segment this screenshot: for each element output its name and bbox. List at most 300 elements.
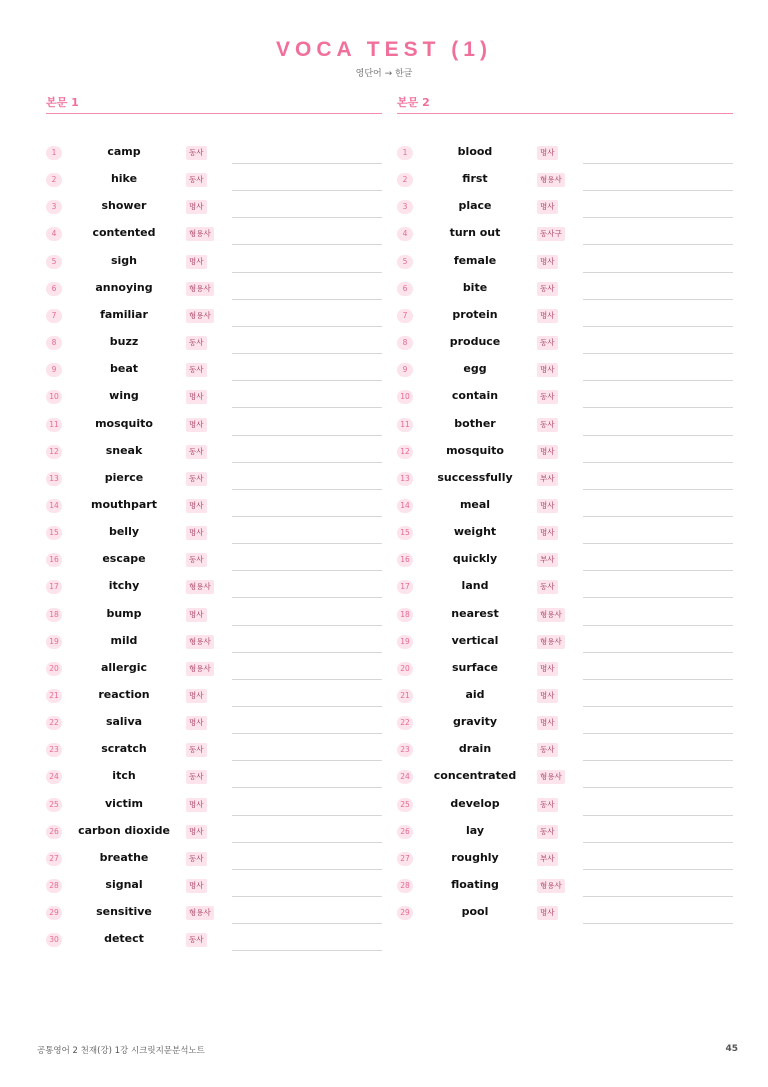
part-of-speech-badge: 명사: [186, 608, 207, 622]
vocab-row: [397, 548, 733, 575]
vocab-word: camp: [107, 145, 141, 158]
vocab-row: [46, 684, 382, 711]
part-of-speech-badge: 부사: [537, 852, 558, 866]
part-of-speech-badge: 형용사: [186, 580, 214, 594]
vocab-word: roughly: [451, 850, 499, 864]
answer-line[interactable]: [232, 570, 382, 571]
item-number: 13: [46, 472, 62, 486]
vocab-word: signal: [105, 878, 143, 892]
vocab-row: [46, 168, 382, 195]
item-number: 12: [46, 445, 62, 459]
answer-line[interactable]: [583, 869, 733, 870]
vocab-row: [397, 358, 733, 385]
part-of-speech-badge: 명사: [537, 716, 558, 730]
answer-line[interactable]: [583, 733, 733, 734]
vocab-word: surface: [452, 660, 498, 674]
item-number: 5: [397, 255, 413, 269]
item-number: 1: [46, 146, 62, 160]
vocab-row: [46, 765, 382, 792]
vocab-row: [46, 494, 382, 521]
answer-line[interactable]: [583, 353, 733, 354]
item-number: 8: [46, 336, 62, 350]
part-of-speech-badge: 동사: [537, 825, 558, 839]
vocab-word: contented: [92, 226, 156, 240]
part-of-speech-badge: 형용사: [186, 635, 214, 649]
item-number: 29: [46, 906, 62, 920]
part-of-speech-badge: 명사: [186, 689, 207, 703]
part-of-speech-badge: 동사: [537, 390, 558, 404]
part-of-speech-badge: 명사: [537, 309, 558, 323]
part-of-speech-badge: 동사: [186, 770, 207, 784]
item-number: 8: [397, 336, 413, 350]
part-of-speech-badge: 동사: [537, 282, 558, 296]
answer-line[interactable]: [232, 272, 382, 273]
vocab-row: [46, 657, 382, 684]
vocab-row: [397, 738, 733, 765]
item-number: 17: [397, 580, 413, 594]
vocab-row: [46, 928, 382, 955]
answer-line[interactable]: [232, 950, 382, 951]
answer-line[interactable]: [232, 679, 382, 680]
item-number: 9: [397, 363, 413, 377]
answer-line[interactable]: [232, 462, 382, 463]
footer-book-title: 공통영어 2 천재(강) 1강 시크릿지문분석노트: [37, 1046, 205, 1056]
item-number: 3: [46, 200, 62, 214]
answer-line[interactable]: [232, 163, 382, 164]
vocab-word: mouthpart: [91, 497, 157, 511]
answer-line[interactable]: [583, 597, 733, 598]
item-number: 22: [46, 716, 62, 730]
part-of-speech-badge: 형용사: [186, 662, 214, 676]
part-of-speech-badge: 명사: [537, 526, 558, 540]
answer-line[interactable]: [583, 516, 733, 517]
vocab-row: [397, 847, 733, 874]
part-of-speech-badge: 부사: [537, 472, 558, 486]
vocab-row: [397, 630, 733, 657]
item-number: 30: [46, 933, 62, 947]
vocab-row: [46, 222, 382, 249]
vocab-row: [397, 304, 733, 331]
vocab-word: mild: [110, 633, 138, 647]
answer-line[interactable]: [232, 217, 382, 218]
part-of-speech-badge: 명사: [186, 879, 207, 893]
part-of-speech-badge: 형용사: [537, 879, 565, 893]
part-of-speech-badge: 형용사: [537, 608, 565, 622]
item-number: 18: [46, 608, 62, 622]
item-number: 24: [397, 770, 413, 784]
part-of-speech-badge: 동사구: [537, 227, 565, 241]
answer-line[interactable]: [232, 299, 382, 300]
vocab-row: [46, 467, 382, 494]
part-of-speech-badge: 동사: [186, 472, 207, 486]
part-of-speech-badge: 동사: [186, 933, 207, 947]
part-of-speech-badge: 명사: [537, 662, 558, 676]
vocab-row: [46, 711, 382, 738]
answer-line[interactable]: [232, 407, 382, 408]
vocab-row: [397, 575, 733, 602]
vocab-row: [46, 793, 382, 820]
part-of-speech-badge: 동사: [186, 363, 207, 377]
answer-line[interactable]: [583, 923, 733, 924]
vocab-word: sensitive: [96, 905, 152, 919]
vocab-word: produce: [449, 335, 501, 349]
vocab-row: [46, 195, 382, 222]
item-number: 15: [46, 526, 62, 540]
vocab-row: [397, 250, 733, 277]
vocab-row: [397, 711, 733, 738]
vocab-row: [46, 820, 382, 847]
answer-line[interactable]: [232, 625, 382, 626]
answer-line[interactable]: [583, 326, 733, 327]
answer-line[interactable]: [583, 407, 733, 408]
part-of-speech-badge: 명사: [186, 526, 207, 540]
item-number: 2: [46, 173, 62, 187]
answer-line[interactable]: [583, 760, 733, 761]
vocab-row: [397, 467, 733, 494]
item-number: 18: [397, 608, 413, 622]
vocab-word: female: [453, 253, 497, 267]
vocab-word: contain: [451, 389, 499, 403]
item-number: 23: [397, 743, 413, 757]
answer-line[interactable]: [583, 163, 733, 164]
vocab-word: concentrated: [433, 769, 517, 783]
vocab-row: [397, 874, 733, 901]
answer-line[interactable]: [232, 489, 382, 490]
part-of-speech-badge: 동사: [537, 336, 558, 350]
answer-line[interactable]: [583, 570, 733, 571]
vocab-word: beat: [109, 362, 138, 376]
item-number: 6: [46, 282, 62, 296]
page-subtitle: 영단어 → 한글: [355, 69, 413, 79]
item-number: 19: [46, 635, 62, 649]
answer-line[interactable]: [232, 733, 382, 734]
item-number: 26: [46, 825, 62, 839]
vocab-word: scratch: [101, 742, 147, 756]
vocab-row: [46, 250, 382, 277]
answer-line[interactable]: [583, 896, 733, 897]
vocab-row: [397, 277, 733, 304]
part-of-speech-badge: 동사: [537, 580, 558, 594]
answer-line[interactable]: [583, 217, 733, 218]
item-number: 1: [397, 146, 413, 160]
answer-line[interactable]: [583, 625, 733, 626]
part-of-speech-badge: 동사: [537, 418, 558, 432]
answer-line[interactable]: [232, 787, 382, 788]
vocab-row: [46, 738, 382, 765]
vocab-word: saliva: [105, 715, 143, 729]
vocab-word: aid: [465, 688, 485, 701]
answer-line[interactable]: [232, 760, 382, 761]
vocab-row: [46, 413, 382, 440]
vocab-word: shower: [101, 199, 147, 213]
answer-line[interactable]: [232, 190, 382, 191]
part-of-speech-badge: 명사: [186, 418, 207, 432]
answer-line[interactable]: [583, 380, 733, 381]
vocab-row: [46, 141, 382, 168]
item-number: 27: [397, 852, 413, 866]
vocab-row: [397, 521, 733, 548]
part-of-speech-badge: 명사: [537, 689, 558, 703]
vocab-word: victim: [105, 796, 143, 810]
answer-line[interactable]: [232, 896, 382, 897]
answer-line[interactable]: [232, 543, 382, 544]
item-number: 11: [46, 418, 62, 432]
item-number: 21: [397, 689, 413, 703]
vocab-word: annoying: [95, 280, 153, 294]
part-of-speech-badge: 형용사: [186, 227, 214, 241]
vocab-word: escape: [102, 552, 146, 566]
vocab-word: meal: [459, 497, 491, 511]
vocab-word: develop: [450, 796, 500, 810]
vocab-word: pool: [461, 905, 489, 919]
vocab-word: bite: [462, 280, 488, 294]
answer-line[interactable]: [232, 597, 382, 598]
answer-line[interactable]: [232, 516, 382, 517]
answer-line[interactable]: [232, 652, 382, 653]
part-of-speech-badge: 형용사: [186, 282, 214, 296]
part-of-speech-badge: 동사: [537, 798, 558, 812]
part-of-speech-badge: 명사: [186, 825, 207, 839]
vocab-word: bother: [454, 416, 496, 430]
item-number: 14: [397, 499, 413, 513]
section-heading: 본문 1: [46, 94, 382, 114]
answer-line[interactable]: [583, 190, 733, 191]
answer-line[interactable]: [583, 652, 733, 653]
answer-line[interactable]: [232, 326, 382, 327]
vocab-row: [397, 603, 733, 630]
part-of-speech-badge: 명사: [186, 798, 207, 812]
answer-line[interactable]: [232, 435, 382, 436]
vocab-row: [46, 331, 382, 358]
vocab-row: [46, 277, 382, 304]
vocab-row: [46, 358, 382, 385]
part-of-speech-badge: 동사: [186, 336, 207, 350]
vocab-word: protein: [452, 307, 498, 321]
part-of-speech-badge: 명사: [537, 146, 558, 160]
vocab-row: [397, 141, 733, 168]
vocab-row: [397, 331, 733, 358]
answer-line[interactable]: [583, 679, 733, 680]
vocab-word: floating: [451, 878, 499, 892]
vocab-row: [397, 222, 733, 249]
item-number: 19: [397, 635, 413, 649]
vocab-row: [46, 304, 382, 331]
item-number: 16: [46, 553, 62, 567]
vocab-word: weight: [453, 525, 497, 539]
vocab-word: buzz: [109, 335, 139, 349]
vocab-row: [397, 494, 733, 521]
vocab-row: [397, 657, 733, 684]
item-number: 25: [397, 798, 413, 812]
vocab-word: itch: [112, 769, 136, 783]
vocab-word: hike: [110, 172, 138, 186]
part-of-speech-badge: 부사: [537, 553, 558, 567]
vocab-row: [397, 168, 733, 195]
item-number: 17: [46, 580, 62, 594]
vocab-word: vertical: [451, 633, 499, 647]
vocab-row: [397, 385, 733, 412]
answer-line[interactable]: [232, 380, 382, 381]
answer-line[interactable]: [232, 815, 382, 816]
part-of-speech-badge: 명사: [537, 445, 558, 459]
item-number: 11: [397, 418, 413, 432]
vocab-row: [397, 765, 733, 792]
item-number: 10: [397, 390, 413, 404]
item-number: 28: [397, 879, 413, 893]
part-of-speech-badge: 명사: [186, 390, 207, 404]
item-number: 16: [397, 553, 413, 567]
section-1: [46, 94, 382, 946]
answer-line[interactable]: [583, 462, 733, 463]
part-of-speech-badge: 동사: [186, 852, 207, 866]
vocab-word: lay: [465, 823, 485, 837]
vocab-word: familiar: [100, 307, 148, 321]
part-of-speech-badge: 형용사: [537, 173, 565, 187]
vocab-word: turn out: [449, 226, 501, 240]
item-number: 13: [397, 472, 413, 486]
answer-line[interactable]: [583, 435, 733, 436]
part-of-speech-badge: 형용사: [186, 906, 214, 920]
vocab-word: itchy: [108, 579, 140, 593]
vocab-word: first: [462, 172, 488, 186]
answer-line[interactable]: [583, 706, 733, 707]
answer-line[interactable]: [583, 299, 733, 300]
vocab-word: reaction: [98, 688, 150, 701]
answer-line[interactable]: [232, 869, 382, 870]
vocab-row: [46, 874, 382, 901]
answer-line[interactable]: [583, 543, 733, 544]
page-title: VOCA TEST (1): [276, 38, 492, 61]
answer-line[interactable]: [583, 787, 733, 788]
vocab-word: quickly: [452, 552, 498, 566]
item-number: 10: [46, 390, 62, 404]
item-number: 24: [46, 770, 62, 784]
item-number: 20: [46, 662, 62, 676]
item-number: 27: [46, 852, 62, 866]
item-number: 26: [397, 825, 413, 839]
part-of-speech-badge: 동사: [186, 743, 207, 757]
vocab-word: pierce: [104, 470, 144, 484]
vocab-row: [397, 195, 733, 222]
vocab-row: [46, 603, 382, 630]
vocab-word: place: [458, 199, 492, 213]
section-heading: 본문 2: [397, 94, 733, 114]
item-number: 15: [397, 526, 413, 540]
item-number: 5: [46, 255, 62, 269]
vocab-row: [46, 385, 382, 412]
part-of-speech-badge: 동사: [186, 173, 207, 187]
vocab-row: [46, 630, 382, 657]
item-number: 7: [397, 309, 413, 323]
answer-line[interactable]: [232, 244, 382, 245]
answer-line[interactable]: [583, 489, 733, 490]
vocab-word: blood: [457, 145, 493, 158]
item-number: 6: [397, 282, 413, 296]
part-of-speech-badge: 형용사: [537, 770, 565, 784]
vocab-word: carbon dioxide: [78, 823, 170, 837]
part-of-speech-badge: 명사: [186, 255, 207, 269]
vocab-row: [397, 413, 733, 440]
item-number: 23: [46, 743, 62, 757]
vocab-word: mosquito: [446, 443, 504, 457]
vocab-word: allergic: [100, 660, 147, 674]
part-of-speech-badge: 명사: [186, 499, 207, 513]
part-of-speech-badge: 형용사: [186, 309, 214, 323]
vocab-word: wing: [109, 389, 139, 403]
page-number: 45: [725, 1044, 738, 1054]
answer-line[interactable]: [583, 244, 733, 245]
answer-line[interactable]: [232, 353, 382, 354]
answer-line[interactable]: [232, 923, 382, 924]
part-of-speech-badge: 명사: [537, 363, 558, 377]
vocab-row: [46, 548, 382, 575]
vocab-word: bump: [106, 606, 142, 620]
answer-line[interactable]: [583, 815, 733, 816]
answer-line[interactable]: [232, 706, 382, 707]
item-number: 7: [46, 309, 62, 323]
part-of-speech-badge: 명사: [537, 499, 558, 513]
vocab-word: successfully: [437, 470, 513, 484]
vocab-row: [46, 521, 382, 548]
vocab-row: [397, 820, 733, 847]
vocab-word: land: [461, 579, 489, 593]
vocab-row: [397, 440, 733, 467]
vocab-word: breathe: [99, 850, 149, 864]
item-number: 12: [397, 445, 413, 459]
vocab-row: [46, 575, 382, 602]
part-of-speech-badge: 명사: [186, 716, 207, 730]
part-of-speech-badge: 명사: [537, 906, 558, 920]
part-of-speech-badge: 명사: [537, 255, 558, 269]
vocab-row: [46, 440, 382, 467]
item-number: 9: [46, 363, 62, 377]
item-number: 20: [397, 662, 413, 676]
item-number: 14: [46, 499, 62, 513]
part-of-speech-badge: 동사: [186, 553, 207, 567]
vocab-row: [397, 793, 733, 820]
answer-line[interactable]: [232, 842, 382, 843]
item-number: 4: [46, 227, 62, 241]
item-number: 28: [46, 879, 62, 893]
vocab-word: sigh: [110, 253, 138, 267]
item-number: 25: [46, 798, 62, 812]
vocab-row: [397, 901, 733, 928]
vocab-row: [46, 847, 382, 874]
answer-line[interactable]: [583, 842, 733, 843]
part-of-speech-badge: 명사: [537, 200, 558, 214]
vocab-row: [397, 684, 733, 711]
item-number: 21: [46, 689, 62, 703]
item-number: 3: [397, 200, 413, 214]
item-number: 2: [397, 173, 413, 187]
vocab-word: detect: [104, 932, 144, 946]
vocab-word: gravity: [452, 715, 498, 729]
part-of-speech-badge: 명사: [186, 200, 207, 214]
vocab-row: [46, 901, 382, 928]
vocab-word: egg: [463, 362, 487, 376]
section-2: [397, 94, 733, 919]
item-number: 4: [397, 227, 413, 241]
item-number: 22: [397, 716, 413, 730]
vocab-word: mosquito: [95, 416, 153, 430]
vocab-word: belly: [108, 525, 140, 539]
part-of-speech-badge: 동사: [186, 146, 207, 160]
vocab-word: nearest: [451, 606, 499, 620]
answer-line[interactable]: [583, 272, 733, 273]
part-of-speech-badge: 형용사: [537, 635, 565, 649]
vocab-word: sneak: [105, 443, 143, 457]
vocab-word: drain: [458, 742, 492, 756]
